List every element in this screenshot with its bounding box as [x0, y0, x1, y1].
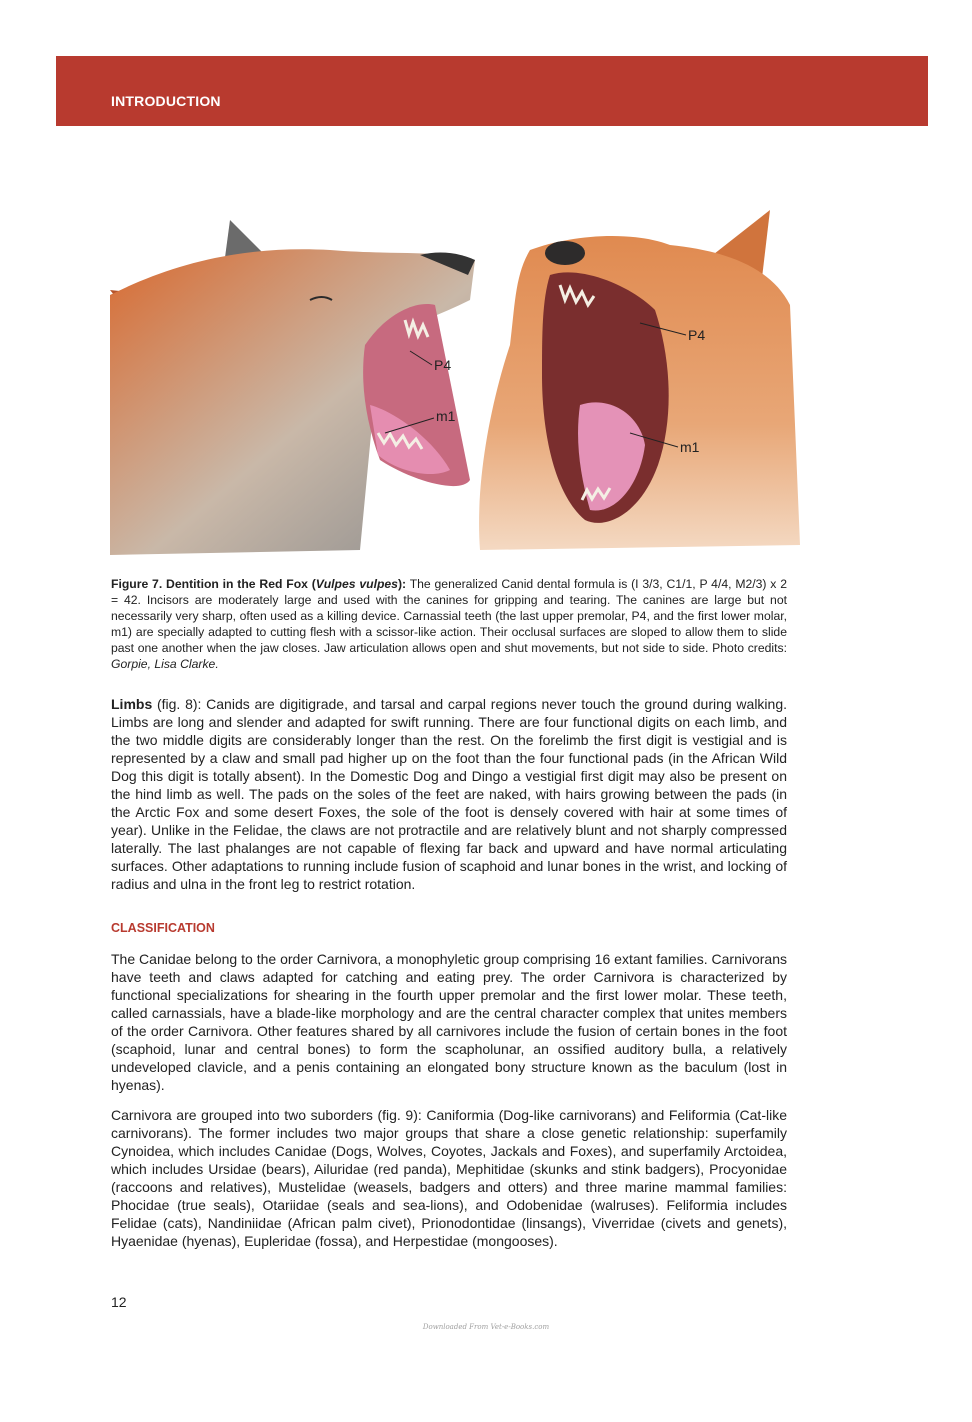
- label-left-p4: P4: [434, 357, 452, 373]
- download-watermark: Downloaded From Vet-e-Books.com: [422, 1323, 550, 1331]
- right-fox: [479, 210, 800, 550]
- caption-text: The generalized Canid dental formula is (I 3/3, C1/1, P 4/4, M2/3) x 2 = 42. Incisors are moderately large and used with the canines for gripping and tearing. The canines are large but not necessarily very sharp, often used as a killing device. Carnassial teeth (the last upper premolar, P4, and the first lower molar, m1) are specially adapted to cutting flesh with a scissor-like action. Their occlusal surfaces are sloped to allow them to slide past one another when the jaw closes. Jaw articulation allows open and shut movements, but not side to side. Photo credits:: [111, 577, 787, 655]
- label-left-m1: m1: [436, 408, 456, 424]
- page-number: 12: [111, 1294, 127, 1310]
- classification-heading: CLASSIFICATION: [111, 921, 215, 935]
- label-right-p4: P4: [688, 327, 706, 343]
- caption-label: Figure 7. Dentition in the Red Fox (Vulpes vulpes):: [111, 577, 407, 591]
- classification-paragraph-1: The Canidae belong to the order Carnivora, a monophyletic group comprising 16 extant families. Carnivorans have teeth and claws adapted for catching and eating prey. The order Carnivora is characterized by functional specializations for shearing in the fourth upper premolar and the first lower molar. These teeth, called carnassials, have a blade-like morphology and are the central character complex that unites members of the order Carnivora. Other features shared by all carnivores include the fusion of certain bones in the foot (scaphoid, lunar and central bones) to form the scapholunar, an ossified auditory bulla, a relatively undeveloped clavicle, and a penis containing an elongated bony structure known as the baculum (lost in hyenas).: [111, 951, 787, 1093]
- caption-species: Vulpes vulpes: [315, 577, 398, 591]
- left-fox: [110, 220, 475, 555]
- limbs-lead: Limbs: [111, 696, 153, 712]
- section-header-band: [56, 56, 928, 126]
- classification-paragraph-2: Carnivora are grouped into two suborders (fig. 9): Caniformia (Dog-like carnivorans) and Feliformia (Cat-like carnivorans). The former includes two major groups that share a close genetic relationship: superfamily Cynoidea, which includes Canidae (Dogs, Wolves, Coyotes, Jackals and Foxes), and superfamily Arctoidea, which includes Ursidae (bears), Ailuridae (red panda), Mephitidae (skunks and stink badgers), Procyonidae (raccoons and relatives), Mustelidae (weasels, badgers and otters) and three marine mammal families: Phocidae (true seals), Otariidae (seals and sea-lions), and Odobenidae (walruses). Feliformia includes Felidae (cats), Nandiniidae (African palm civet), Prionodontidae (linsangs), Viverridae (civets and genets), Hyaenidae (hyenas), Eupleridae (fossa), and Herpestidae (mongooses).: [111, 1107, 787, 1249]
- limbs-paragraph: [111, 695, 787, 893]
- figure-caption: [111, 576, 787, 672]
- label-right-m1: m1: [680, 439, 700, 455]
- limbs-text: (fig. 8): Canids are digitigrade, and tarsal and carpal regions never touch the ground during walking. Limbs are long and slender and adapted for swift running. There are four functional digits on each limb, and the two middle digits are considerably longer than the rest. On the forelimb the first digit is vestigial and is represented by a claw and small pad higher up on the foot than the four functional pads (in the African Wild Dog this digit is totally absent). In the Domestic Dog and Dingo a vestigial first digit may also be present on the hind limb as well. The pads on the soles of the feet are naked, with hairs growing between the pads (in the Arctic Fox and some desert Foxes, the sole of the foot is densely covered with hair at some times of year). Unlike in the Felidae, the claws are not protractile and are relatively blunt and not sharply compressed laterally. The last phalanges are not capable of flexing far back and upward and have normal articulating surfaces. Other adaptations to running include fusion of scaphoid and lunar bones in the wrist, and locking of radius and ulna in the front leg to restrict rotation.: [111, 696, 787, 892]
- figure-fox-dentition: [110, 205, 800, 560]
- fox-photo: [110, 205, 800, 560]
- caption-credits: Gorpie, Lisa Clarke.: [111, 657, 219, 671]
- section-title: INTRODUCTION: [111, 93, 221, 109]
